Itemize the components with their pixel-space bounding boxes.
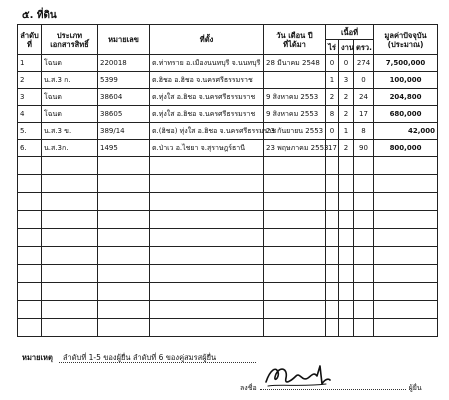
cell-number: 38604 [98, 89, 150, 106]
cell-value: 204,800 [374, 89, 438, 106]
cell-wa: 24 [354, 89, 374, 106]
cell-type: โฉนด [42, 55, 98, 72]
table-row [18, 55, 438, 72]
empty-row [18, 211, 438, 229]
cell-ngan: 1 [339, 123, 354, 140]
cell-order: 6. [18, 140, 42, 157]
cell-ngan: 2 [339, 89, 354, 106]
cell-type: โฉนด [42, 106, 98, 123]
cell-wa: 8 [354, 123, 374, 140]
cell-value: 7,500,000 [374, 55, 438, 72]
col-order: ลำดับ ที่ [18, 25, 42, 55]
land-table [17, 24, 438, 337]
cell-location: ต.ทุ่งใส อ.ฮิชอ จ.นครศรีธรรมราช [150, 106, 264, 123]
cell-number: 1495 [98, 140, 150, 157]
signature-suffix: ผู้ยื่น [408, 384, 422, 392]
table-row [18, 89, 438, 106]
col-area: เนื้อที่ [326, 25, 374, 40]
empty-row [18, 175, 438, 193]
cell-location: ต.ทุ่งใส อ.ฮิชอ จ.นครศรีธรรมราช [150, 89, 264, 106]
cell-order: 2 [18, 72, 42, 89]
cell-value: 800,000 [374, 140, 438, 157]
cell-rai: 17 [326, 140, 339, 157]
empty-row [18, 283, 438, 301]
cell-wa: 0 [354, 72, 374, 89]
empty-row [18, 229, 438, 247]
cell-date: 23 พฤษภาคม 2553 [264, 140, 326, 157]
cell-order: 3 [18, 89, 42, 106]
cell-date: 28 มีนาคม 2548 [264, 55, 326, 72]
cell-rai: 1 [326, 72, 339, 89]
cell-number: 5399 [98, 72, 150, 89]
cell-type: น.ส.3ก. [42, 140, 98, 157]
signature-dots [260, 389, 406, 390]
cell-wa: 274 [354, 55, 374, 72]
cell-location: ต.ป่าเว อ.ไชยา จ.สุราษฎร์ธานี [150, 140, 264, 157]
cell-rai: 0 [326, 123, 339, 140]
cell-type: น.ส.3 ก. [42, 72, 98, 89]
cell-ngan: 2 [339, 140, 354, 157]
col-value: มูลค่าปัจจุบัน (ประมาณ) [374, 25, 438, 55]
cell-number: 220018 [98, 55, 150, 72]
signature-prefix: ลงชื่อ [240, 384, 257, 392]
cell-order: 5. [18, 123, 42, 140]
cell-value: 680,000 [374, 106, 438, 123]
cell-wa: 90 [354, 140, 374, 157]
empty-row [18, 247, 438, 265]
cell-value: 100,000 [374, 72, 438, 89]
cell-date: 9 สิงหาคม 2553 [264, 89, 326, 106]
empty-row [18, 193, 438, 211]
table-row [18, 72, 438, 89]
col-ngan: งาน [339, 40, 354, 55]
cell-rai: 2 [326, 89, 339, 106]
cell-location: ต.ท่าทราย อ.เมืองนนทบุรี จ.นนทบุรี [150, 55, 264, 72]
cell-type: น.ส.3 ข. [42, 123, 98, 140]
col-doc-type: ประเภท เอกสารสิทธิ์ [42, 25, 98, 55]
col-location: ที่ตั้ง [150, 25, 264, 55]
table-row [18, 140, 438, 157]
section-heading: ๕. ที่ดิน [22, 10, 57, 21]
empty-row [18, 265, 438, 283]
cell-wa: 17 [354, 106, 374, 123]
cell-ngan: 0 [339, 55, 354, 72]
cell-location: ต.ฮิชอ อ.ฮิชอ จ.นครศรีธรรมราช [150, 72, 264, 89]
cell-date: 23 กันยายน 2553 [264, 123, 326, 140]
cell-type: โฉนด [42, 89, 98, 106]
remark-label: หมายเหตุ [22, 353, 53, 362]
cell-date [264, 72, 326, 89]
cell-number: 389/14 [98, 123, 150, 140]
col-rai: ไร่ [326, 40, 339, 55]
header-row [18, 25, 438, 40]
empty-row [18, 157, 438, 175]
cell-date: 9 สิงหาคม 2553 [264, 106, 326, 123]
remark-text: ลำดับที่ 1-5 ของผู้ยื่น ลำดับที่ 6 ของคู่สมรสผู้ยื่น [59, 353, 256, 363]
cell-ngan: 3 [339, 72, 354, 89]
empty-row [18, 319, 438, 337]
cell-order: 4 [18, 106, 42, 123]
table-row [18, 106, 438, 123]
cell-location: ต.(ฮิชอ) ทุ่งใส อ.ฮิชอ จ.นครศรีธรรมราช [150, 123, 264, 140]
empty-row [18, 301, 438, 319]
col-number: หมายเลข [98, 25, 150, 55]
cell-rai: 8 [326, 106, 339, 123]
cell-number: 38605 [98, 106, 150, 123]
remark [22, 352, 256, 364]
table-row [18, 123, 438, 140]
cell-ngan: 2 [339, 106, 354, 123]
cell-rai: 0 [326, 55, 339, 72]
col-date: วัน เดือน ปี ที่ได้มา [264, 25, 326, 55]
signature-line [240, 383, 422, 394]
cell-value: 42,000 [374, 123, 438, 140]
cell-order: 1 [18, 55, 42, 72]
col-wa: ตรว. [354, 40, 374, 55]
